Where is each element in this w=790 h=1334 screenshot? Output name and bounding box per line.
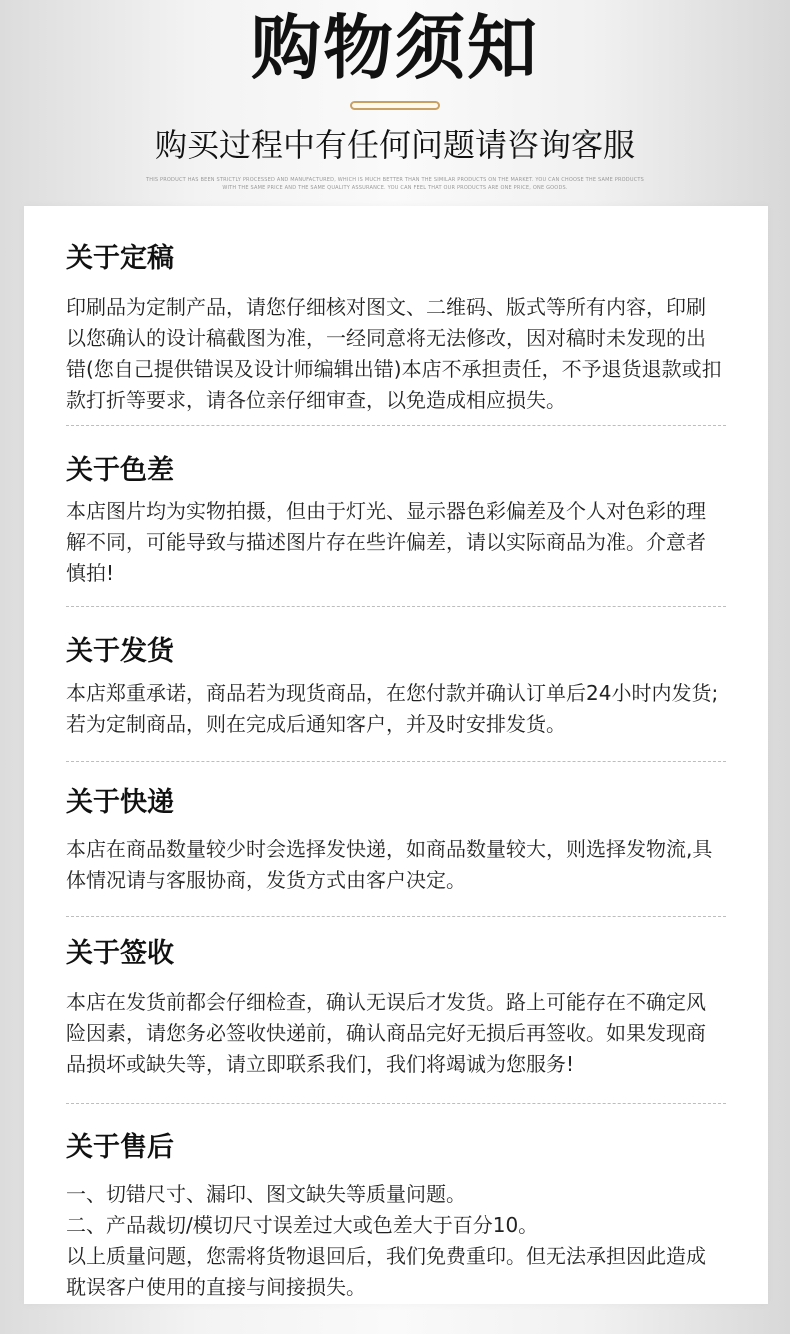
section-body: 本店郑重承诺，商品若为现货商品，在您付款并确认订单后24小时内发货; 若为定制商品，则在完成后通知客户，并及时安排发货。 [66,681,719,736]
section-title: 关于快递 [66,787,174,818]
section-divider [66,606,726,607]
section-body: 印刷品为定制产品，请您仔细核对图文、二维码、版式等所有内容，印刷 以您确认的设计稿截图为准，一经同意将无法修改，因对稿时未发现的出 错(您自己提供错误及设计师编辑出错)本店不承担责任，不予退货退款或扣 款打折等要求，请各位亲仔细审查，以免造成相应损失。 [66,295,722,412]
section-title: 关于签收 [66,938,174,969]
section-courier [66,786,726,896]
section-shipping [66,635,726,745]
section-divider [66,916,726,917]
section-divider [66,425,726,426]
section-divider [66,761,726,762]
section-body: 本店在商品数量较少时会选择发快递，如商品数量较大，则选择发物流,具 体情况请与客服协商，发货方式由客户决定。 [66,837,713,892]
fine-print: THIS PRODUCT HAS BEEN STRICTLY PROCESSED AND MANUFACTURED, WHICH IS MUCH BETTER THAN THE SIMILAR PRODUCTS ON THE MARKET. YOU CAN CHOOSE THE SAME PRODUCTS WITH THE SAME PRICE AND THE SAME QUALITY ASSURANCE. YOU CAN FEEL THAT OUR PRODUCTS ARE ONE PRICE, ONE GOODS. [145,177,645,191]
section-color-difference [66,454,726,594]
page-subtitle: 购买过程中有任何问题请咨询客服 [154,126,635,164]
section-body: 本店在发货前都会仔细检查，确认无误后才发货。路上可能存在不确定风 险因素，请您务必签收快递前，确认商品完好无损后再签收。如果发现商 品损坏或缺失等，请立即联系我们，我们将竭诚为您服务! [66,990,706,1076]
section-delivery-receipt [66,937,726,1087]
section-body: 一、切错尺寸、漏印、图文缺失等质量问题。 二、产品裁切/模切尺寸误差过大或色差大于百分10。 以上质量问题，您需将货物退回后，我们免费重印。但无法承担因此造成 耽误客户使用的直接与间接损失。 [66,1182,706,1299]
section-title: 关于定稿 [66,243,174,274]
section-title: 关于色差 [66,455,174,486]
page-title: 购物须知 [251,7,539,89]
notice-card [24,206,768,1304]
page-header [0,0,790,206]
title-accent-bar [350,101,440,110]
section-title: 关于发货 [66,636,174,667]
section-after-sales [66,1131,726,1301]
section-body: 本店图片均为实物拍摄，但由于灯光、显示器色彩偏差及个人对色彩的理 解不同，可能导致与描述图片存在些许偏差，请以实际商品为准。介意者 慎拍! [66,499,706,585]
section-title: 关于售后 [66,1132,174,1163]
section-finalization [66,242,726,412]
section-divider [66,1103,726,1104]
